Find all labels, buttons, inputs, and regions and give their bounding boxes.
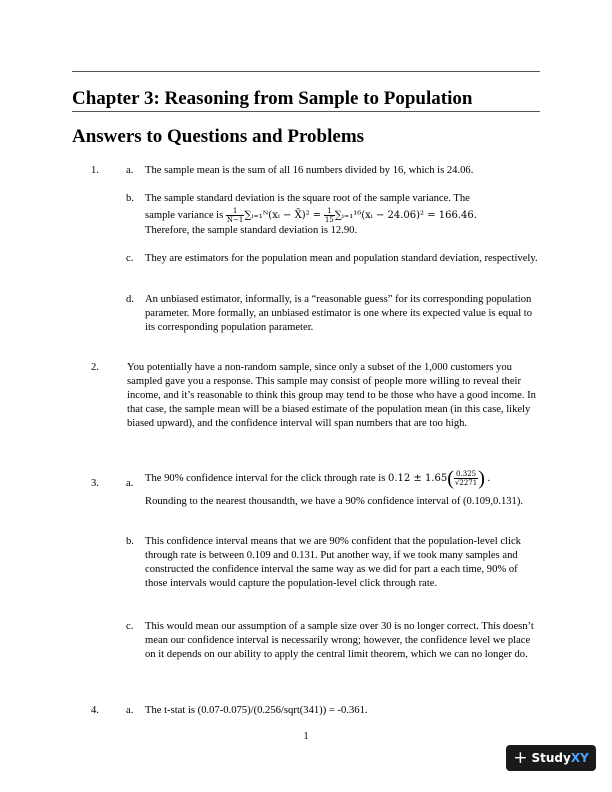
q3-a-formula: 0.12 ± 1.65 <box>387 472 448 484</box>
question-3-number: 3. <box>91 478 99 489</box>
q1-b-line1: The sample standard deviation is the square root of the sample variance. The <box>145 193 470 204</box>
q3-c-label: c. <box>126 621 134 632</box>
q1-b-label: b. <box>126 193 134 204</box>
brand-main: Study <box>531 751 571 765</box>
brand-accent: XY <box>570 751 589 765</box>
q1-b-fraction-1: $\frac{1}{N-1}$ <box>226 207 244 224</box>
q3-a-prefix: The 90% confidence interval for the click through rate is <box>145 472 386 484</box>
q1-b-fraction-2: $\frac{1}{15}$ <box>324 207 334 224</box>
section-title: Answers to Questions and Problems <box>72 126 365 147</box>
q3-a-formula-line <box>145 467 541 490</box>
q1-b-variance-line <box>145 207 541 224</box>
q1-d-label: d. <box>126 294 134 305</box>
studyxy-badge[interactable] <box>506 745 596 771</box>
q1-b-line2-prefix: sample variance is <box>145 209 224 221</box>
plus-icon: + <box>513 747 528 768</box>
q1-c-text: They are estimators for the population mean and population standard deviation, respectively. <box>145 253 538 264</box>
q1-c-label: c. <box>126 253 134 264</box>
chapter-underline <box>72 111 540 112</box>
q4-a-text: The t-stat is (0.07-0.075)/(0.256/sqrt(341)) = -0.361. <box>145 705 368 716</box>
q3-a-suffix: . <box>487 472 491 484</box>
top-rule <box>72 71 540 72</box>
q3-b-text: This confidence interval means that we are 90% confident that the population-level click through rate is between 0.109 and 0.131. Put another way, if we took many samples and constructed the confidence interval the same way as we did for part a each time, 90% of those intervals would capture the population-level click through rate. <box>145 536 521 589</box>
chapter-title: Chapter 3: Reasoning from Sample to Population <box>72 88 473 109</box>
page-number: 1 <box>303 731 309 742</box>
q3-a-label: a. <box>126 478 134 489</box>
q1-a-label: a. <box>126 165 134 176</box>
q1-d-text: An unbiased estimator, informally, is a “reasonable guess” for its corresponding population parameter. More formally, an unbiased estimator is one where its expected value is equal to its corresponding population parameter. <box>145 294 533 333</box>
right-paren: ) <box>478 467 485 490</box>
q1-b-line3: Therefore, the sample standard deviation is 12.90. <box>145 225 358 236</box>
q2-text: You potentially have a non-random sample, since only a subset of the 1,000 customers you sampled gave you a response. This sample may consist of people more willing to reveal their income, and it’s reasonable to think this group may tend to be those who have a good income. In that case, the sample mean will be a biased estimate of the population mean (in this case, likely biased upward), and the confidence interval will span numbers that are too high. <box>127 362 536 429</box>
brand-name <box>531 751 588 765</box>
q1-a-text: The sample mean is the sum of all 16 numbers divided by 16, which is 24.06. <box>145 165 474 176</box>
q4-a-label: a. <box>126 705 134 716</box>
q1-b-formula-2: ∑ᵢ₌₁¹⁶(xᵢ − 24.06)² = 166.46. <box>334 209 477 221</box>
left-paren: ( <box>447 467 454 490</box>
q3-a-rest: Rounding to the nearest thousandth, we have a 90% confidence interval of (0.109,0.131). <box>145 496 524 507</box>
q3-a-fraction: $\frac{0.325}{√2271}$ <box>454 470 478 487</box>
question-1-number: 1. <box>91 165 99 176</box>
question-2-number: 2. <box>91 362 99 373</box>
question-4-number: 4. <box>91 705 99 716</box>
q1-b-formula-1: ∑ᵢ₌₁ᴺ(xᵢ − X̄)² = <box>244 209 322 221</box>
q3-c-text: This would mean our assumption of a sample size over 30 is no longer correct. This doesn’t mean our confidence interval is necessarily wrong; however, the confidence level we place on it depends on our ability to apply the central limit theorem, which we can no longer do. <box>145 621 534 660</box>
q3-b-label: b. <box>126 536 134 547</box>
